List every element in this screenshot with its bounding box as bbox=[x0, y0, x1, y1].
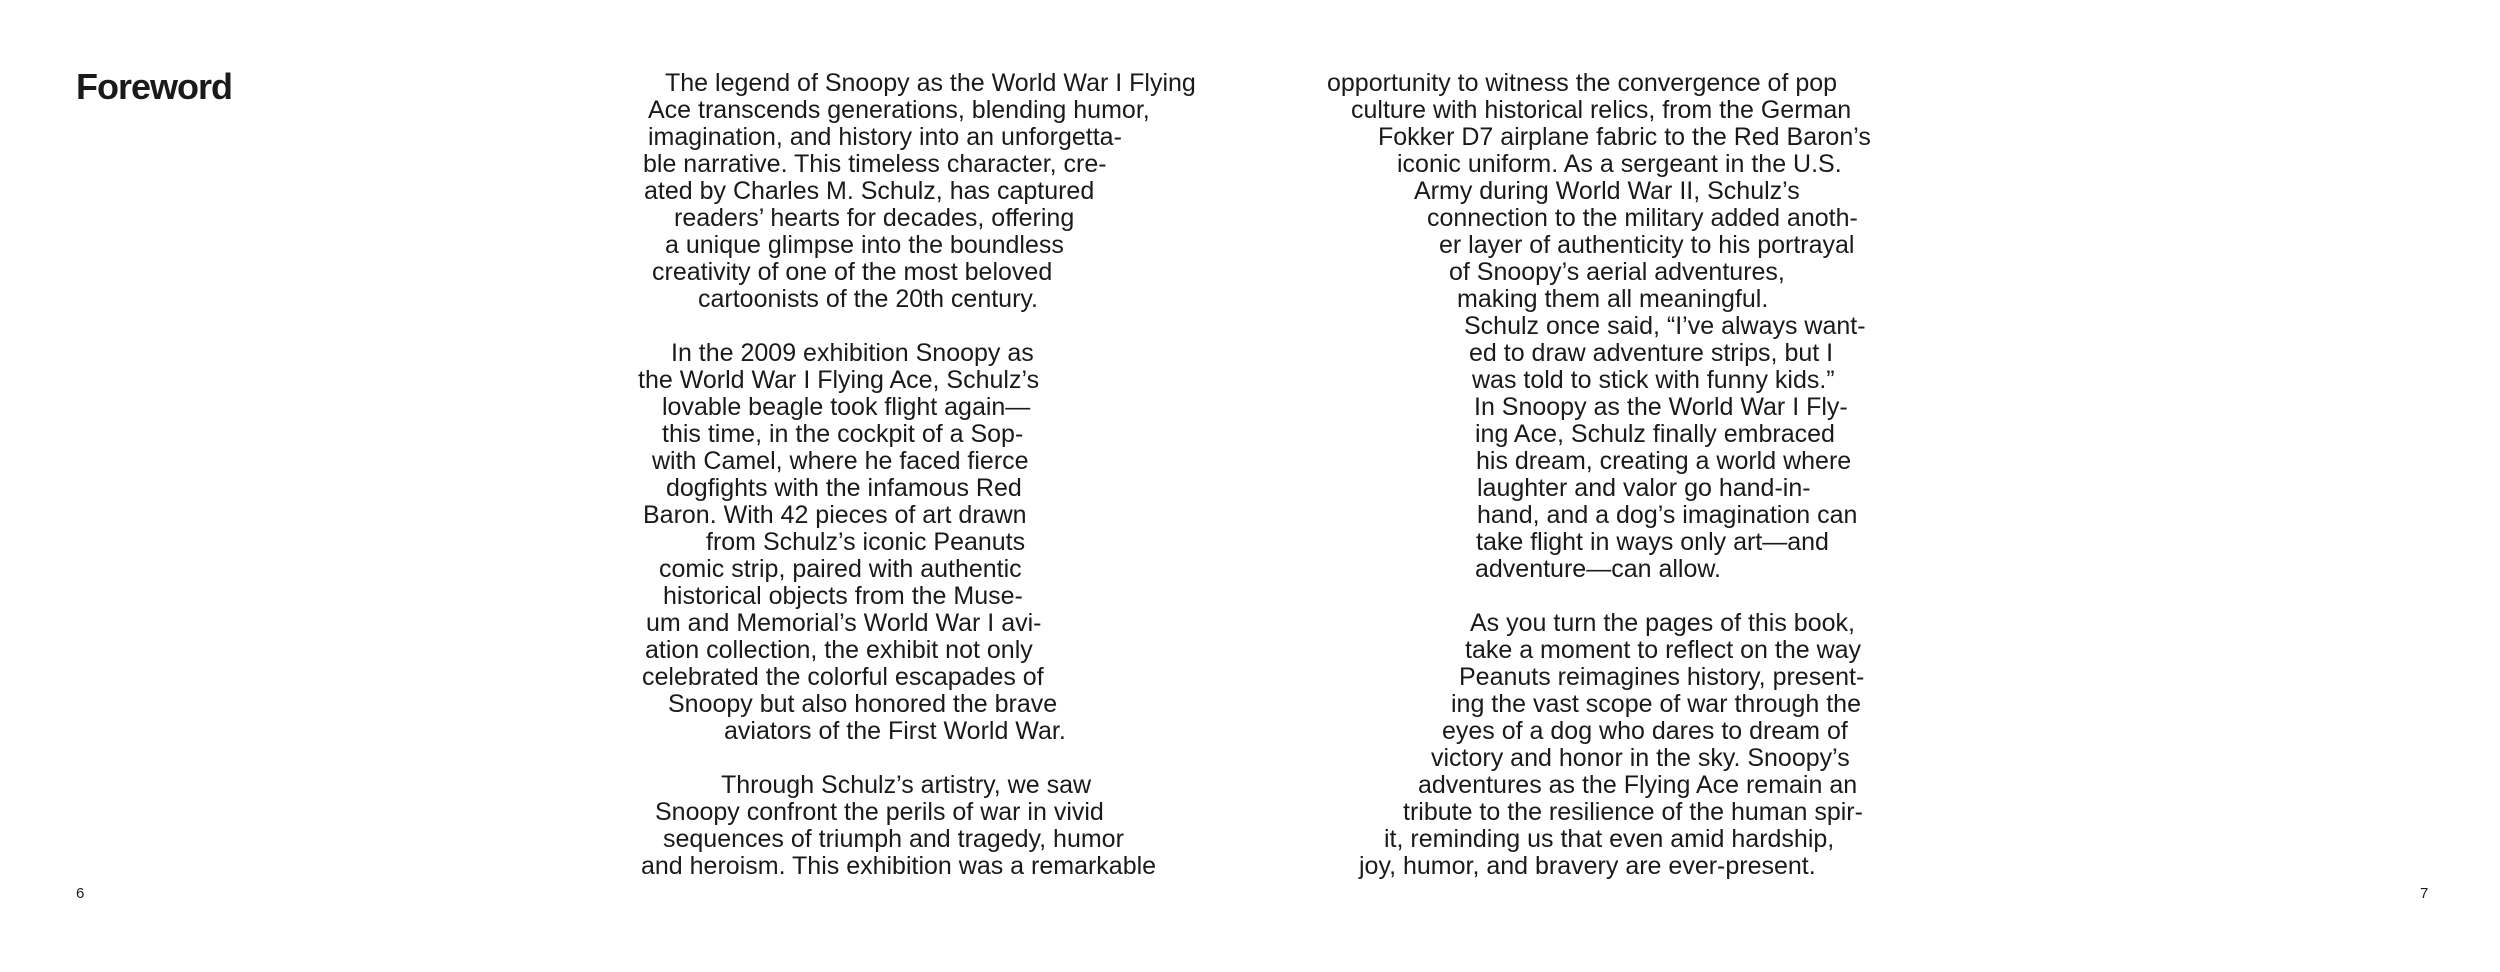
text-line: was told to stick with funny kids.” bbox=[1472, 366, 1835, 394]
text-line: celebrated the colorful escapades of bbox=[642, 663, 1044, 691]
page-title: Foreword bbox=[76, 66, 233, 107]
paragraph bbox=[630, 69, 1196, 313]
text-line: cartoonists of the 20th century. bbox=[698, 285, 1039, 313]
text-line: Ace transcends generations, blending humor, bbox=[648, 96, 1150, 124]
text-line: Through Schulz’s artistry, we saw bbox=[721, 771, 1092, 799]
text-line: er layer of authenticity to his portrayal bbox=[1439, 231, 1855, 259]
text-line: lovable beagle took flight again— bbox=[662, 393, 1031, 421]
text-line: Snoopy but also honored the brave bbox=[668, 690, 1058, 718]
right-text-column bbox=[1320, 70, 1920, 880]
text-line: dogfights with the infamous Red bbox=[666, 474, 1022, 502]
text-line: Snoopy confront the perils of war in vivid bbox=[655, 798, 1104, 826]
text-line: Army during World War II, Schulz’s bbox=[1414, 177, 1800, 205]
text-line: ed to draw adventure strips, but I bbox=[1469, 339, 1834, 367]
text-line: iconic uniform. As a sergeant in the U.S. bbox=[1397, 150, 1842, 178]
page-number-left: 6 bbox=[76, 885, 85, 902]
text-line: adventure—can allow. bbox=[1475, 555, 1721, 583]
text-line: the World War I Flying Ace, Schulz’s bbox=[638, 366, 1040, 394]
text-line: In the 2009 exhibition Snoopy as bbox=[671, 339, 1034, 367]
text-line: connection to the military added anoth- bbox=[1427, 204, 1858, 232]
text-line: imagination, and history into an unforgetta- bbox=[648, 123, 1122, 151]
text-line: from Schulz’s iconic Peanuts bbox=[706, 528, 1026, 556]
text-line: In Snoopy as the World War I Fly- bbox=[1474, 393, 1848, 421]
text-line: ated by Charles M. Schulz, has captured bbox=[644, 177, 1095, 205]
text-line: aviators of the First World War. bbox=[724, 717, 1066, 745]
text-line: opportunity to witness the convergence of pop bbox=[1327, 69, 1838, 97]
text-line: Fokker D7 airplane fabric to the Red Baron’s bbox=[1378, 123, 1871, 151]
text-line: um and Memorial’s World War I avi- bbox=[646, 609, 1042, 637]
text-line: laughter and valor go hand-in- bbox=[1477, 474, 1811, 502]
text-line: adventures as the Flying Ace remain an bbox=[1418, 771, 1858, 799]
page-number-right: 7 bbox=[2420, 885, 2429, 902]
text-line: victory and honor in the sky. Snoopy’s bbox=[1431, 744, 1850, 772]
text-line: take a moment to reflect on the way bbox=[1465, 636, 1862, 664]
text-line: a unique glimpse into the boundless bbox=[665, 231, 1064, 259]
text-line: his dream, creating a world where bbox=[1476, 447, 1852, 475]
text-line: and heroism. This exhibition was a remarkable bbox=[641, 852, 1157, 880]
text-line: eyes of a dog who dares to dream of bbox=[1442, 717, 1848, 745]
text-line: take flight in ways only art—and bbox=[1476, 528, 1829, 556]
text-line: ing Ace, Schulz finally embraced bbox=[1475, 420, 1835, 448]
text-line: joy, humor, and bravery are ever-present. bbox=[1359, 852, 1816, 880]
text-line: tribute to the resilience of the human spir- bbox=[1403, 798, 1863, 826]
text-line: ble narrative. This timeless character, cre- bbox=[643, 150, 1107, 178]
text-line: As you turn the pages of this book, bbox=[1470, 609, 1855, 637]
text-line: with Camel, where he faced fierce bbox=[652, 447, 1029, 475]
text-line: it, reminding us that even amid hardship, bbox=[1384, 825, 1835, 853]
text-line: ing the vast scope of war through the bbox=[1451, 690, 1861, 718]
paragraph bbox=[1320, 70, 1920, 583]
text-line: The legend of Snoopy as the World War I Flying bbox=[665, 69, 1196, 97]
text-line: making them all meaningful. bbox=[1457, 285, 1769, 313]
paragraph bbox=[630, 772, 1190, 880]
text-line: Peanuts reimagines history, present- bbox=[1459, 663, 1865, 691]
text-line: comic strip, paired with authentic bbox=[659, 555, 1022, 583]
text-line: ation collection, the exhibit not only bbox=[645, 636, 1033, 664]
text-line: Schulz once said, “I’ve always want- bbox=[1464, 312, 1866, 340]
text-line: sequences of triumph and tragedy, humor bbox=[663, 825, 1124, 853]
text-line: of Snoopy’s aerial adventures, bbox=[1449, 258, 1785, 286]
paragraph bbox=[630, 340, 1190, 745]
text-line: culture with historical relics, from the German bbox=[1351, 96, 1852, 124]
left-text-column bbox=[630, 69, 1196, 880]
text-line: hand, and a dog’s imagination can bbox=[1477, 501, 1858, 529]
text-line: this time, in the cockpit of a Sop- bbox=[662, 420, 1024, 448]
text-line: readers’ hearts for decades, offering bbox=[674, 204, 1075, 232]
paragraph bbox=[1320, 610, 1920, 880]
text-line: historical objects from the Muse- bbox=[663, 582, 1023, 610]
text-line: creativity of one of the most beloved bbox=[652, 258, 1053, 286]
text-line: Baron. With 42 pieces of art drawn bbox=[643, 501, 1027, 529]
